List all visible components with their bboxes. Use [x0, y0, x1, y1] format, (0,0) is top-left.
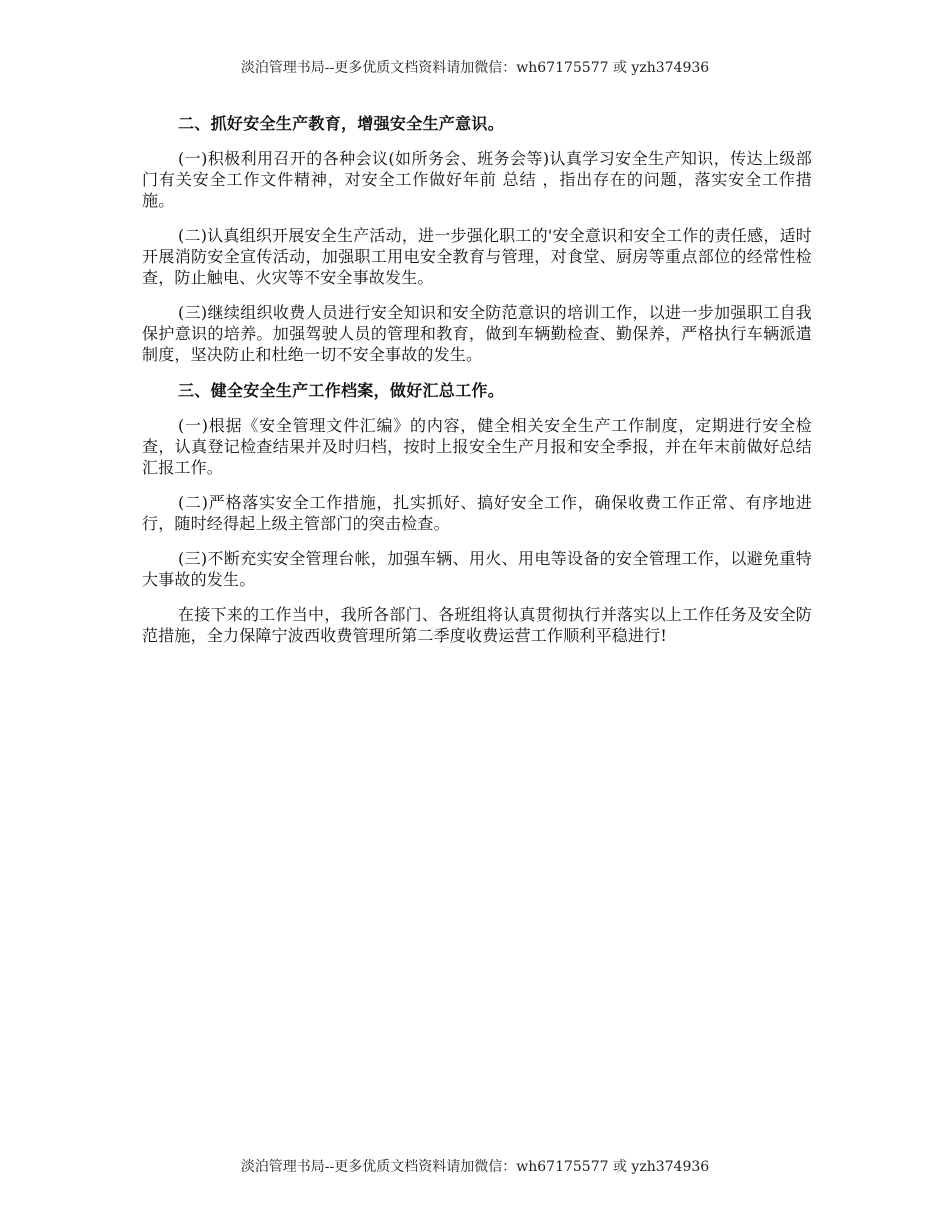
section-heading-3: 三、健全安全生产工作档案，做好汇总工作。: [178, 381, 505, 400]
page-footer: 淡泊管理书局--更多优质文档资料请加微信：wh67175577 或 yzh374936: [240, 1159, 710, 1175]
paragraph-3-2: (二)严格落实安全工作措施，扎实抓好、搞好安全工作，确保收费工作正常、有序地进行，随时经得起上级主管部门的突击检查。: [142, 493, 812, 533]
paragraph-3-3: (三)不断充实安全管理台帐，加强车辆、用火、用电等设备的安全管理工作，以避免重特大事故的发生。: [142, 549, 812, 589]
paragraph-2-1: (一)积极利用召开的各种会议(如所务会、班务会等)认真学习安全生产知识，传达上级部门有关安全工作文件精神，对安全工作做好年前 总结 ，指出存在的问题，落实安全工作措施。: [142, 149, 812, 210]
page-header: 淡泊管理书局--更多优质文档资料请加微信：wh67175577 或 yzh374936: [240, 60, 710, 76]
section-heading-2: 二、抓好安全生产教育，增强安全生产意识。: [178, 114, 505, 133]
closing-paragraph: 在接下来的工作当中，我所各部门、各班组将认真贯彻执行并落实以上工作任务及安全防范措施，全力保障宁波西收费管理所第二季度收费运营工作顺利平稳进行!: [142, 605, 812, 645]
document-body: [142, 112, 812, 660]
paragraph-3-1: (一)根据《安全管理文件汇编》的内容，健全相关安全生产工作制度，定期进行安全检查，认真登记检查结果并及时归档，按时上报安全生产月报和安全季报，并在年末前做好总结汇报工作。: [142, 416, 812, 477]
paragraph-2-3: (三)继续组织收费人员进行安全知识和安全防范意识的培训工作，以进一步加强职工自我保护意识的培养。加强驾驶人员的管理和教育，做到车辆勤检查、勤保养，严格执行车辆派遣制度，坚决防止和杜绝一切不安全事故的发生。: [142, 303, 812, 364]
paragraph-2-2: (二)认真组织开展安全生产活动，进一步强化职工的'安全意识和安全工作的责任感，适时开展消防安全宣传活动，加强职工用电安全教育与管理，对食堂、厨房等重点部位的经常性检查，防止触电、火灾等不安全事故发生。: [142, 226, 812, 287]
